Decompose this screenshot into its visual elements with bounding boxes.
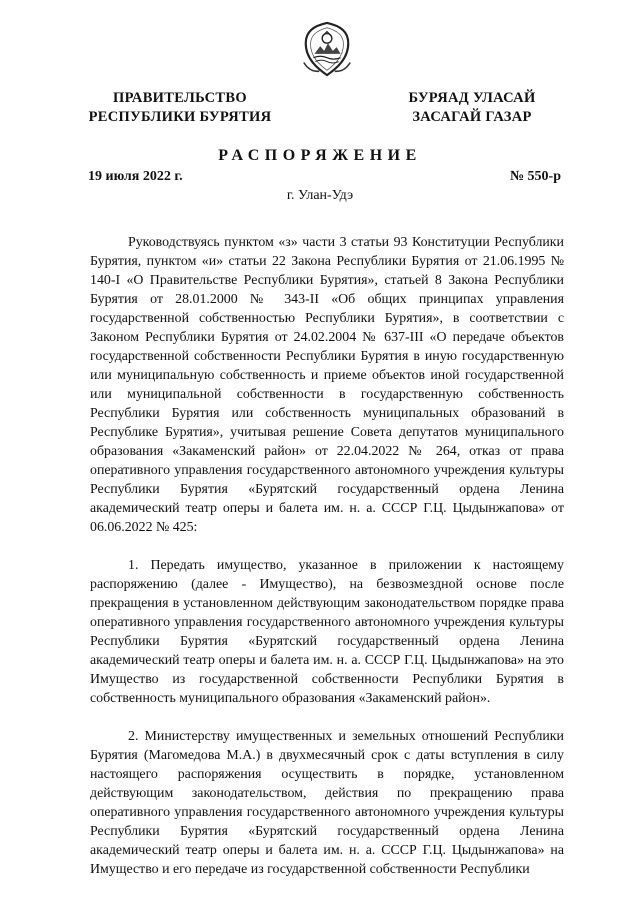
document-body <box>90 233 564 879</box>
government-name-bua <box>387 89 557 127</box>
document-number: № 550-р <box>509 169 561 184</box>
government-name-bua-line1: БУРЯАД УЛАСАЙ <box>408 90 536 106</box>
document-city: г. Улан-Удэ <box>286 188 354 203</box>
preamble-paragraph: Руководствуясь пунктом «з» части 3 статьи 93 Конституции Республики Бурятия, пунктом «и» статьи 22 Закона Республики Бурятия от 21.06.1995 № 140-I «О Правительстве Республики Бурятия», статьей 8 Закона Республики Бурятия от 28.01.2000 № 343-II «Об общих принципах управления государственной собственностью Республики Бурятия», в соответствии с Законом Республики Бурятия от 24.02.2004 № 637-III «О передаче объектов государственной собственности Республики Бурятия в иную государственную или муниципальную собственность и приеме объектов иной государственной или муниципальной собственности в государственную собственность Республики Бурятия или собственность муниципальных образований в Республике Бурятия», учитывая решение Совета депутатов муниципального образования «Закаменский район» от 22.04.2022 № 264, отказ от права оперативного управления государственного автономного учреждения культуры Республики Бурятия «Бурятский государственный ордена Ленина академический театр оперы и балета им. н. а. СССР Г.Ц. Цыдынжапова» от 06.06.2022 № 425: <box>90 235 564 535</box>
document-title: РАСПОРЯЖЕНИЕ <box>218 147 422 164</box>
item-1-paragraph: 1. Передать имущество, указанное в приложении к настоящему распоряжению (далее - Имущество), на безвозмездной основе после прекращения в установленном действующим законодательством порядке права оперативного управления государственного автономного учреждения культуры Республики Бурятия «Бурятский государственный ордена Ленина академический театр оперы и балета им. н. а. СССР Г.Ц. Цыдынжапова» на это Имущество из государственной собственности Республики Бурятия в собственность муниципального образования «Закаменский район». <box>90 558 564 706</box>
government-name-ru-line1: ПРАВИТЕЛЬСТВО <box>113 90 247 106</box>
document-date: 19 июля 2022 г. <box>88 169 183 184</box>
government-name-ru-line2: РЕСПУБЛИКИ БУРЯТИЯ <box>88 109 272 125</box>
government-name-ru <box>80 89 280 127</box>
government-name-bua-line2: ЗАСАГАЙ ГАЗАР <box>412 109 532 125</box>
item-2-paragraph: 2. Министерству имущественных и земельных отношений Республики Бурятия (Магомедова М.А.) в двухмесячный срок с даты вступления в силу настоящего распоряжения осуществить в порядке, установленном действующим законодательством, действия по прекращению права оперативного управления государственного автономного учреждения культуры Республики Бурятия «Бурятский государственный ордена Ленина академический театр оперы и балета им. н. а. СССР Г.Ц. Цыдынжапова» на Имущество и его передаче из государственной собственности Республики <box>90 729 564 877</box>
coat-of-arms-icon <box>298 20 356 78</box>
